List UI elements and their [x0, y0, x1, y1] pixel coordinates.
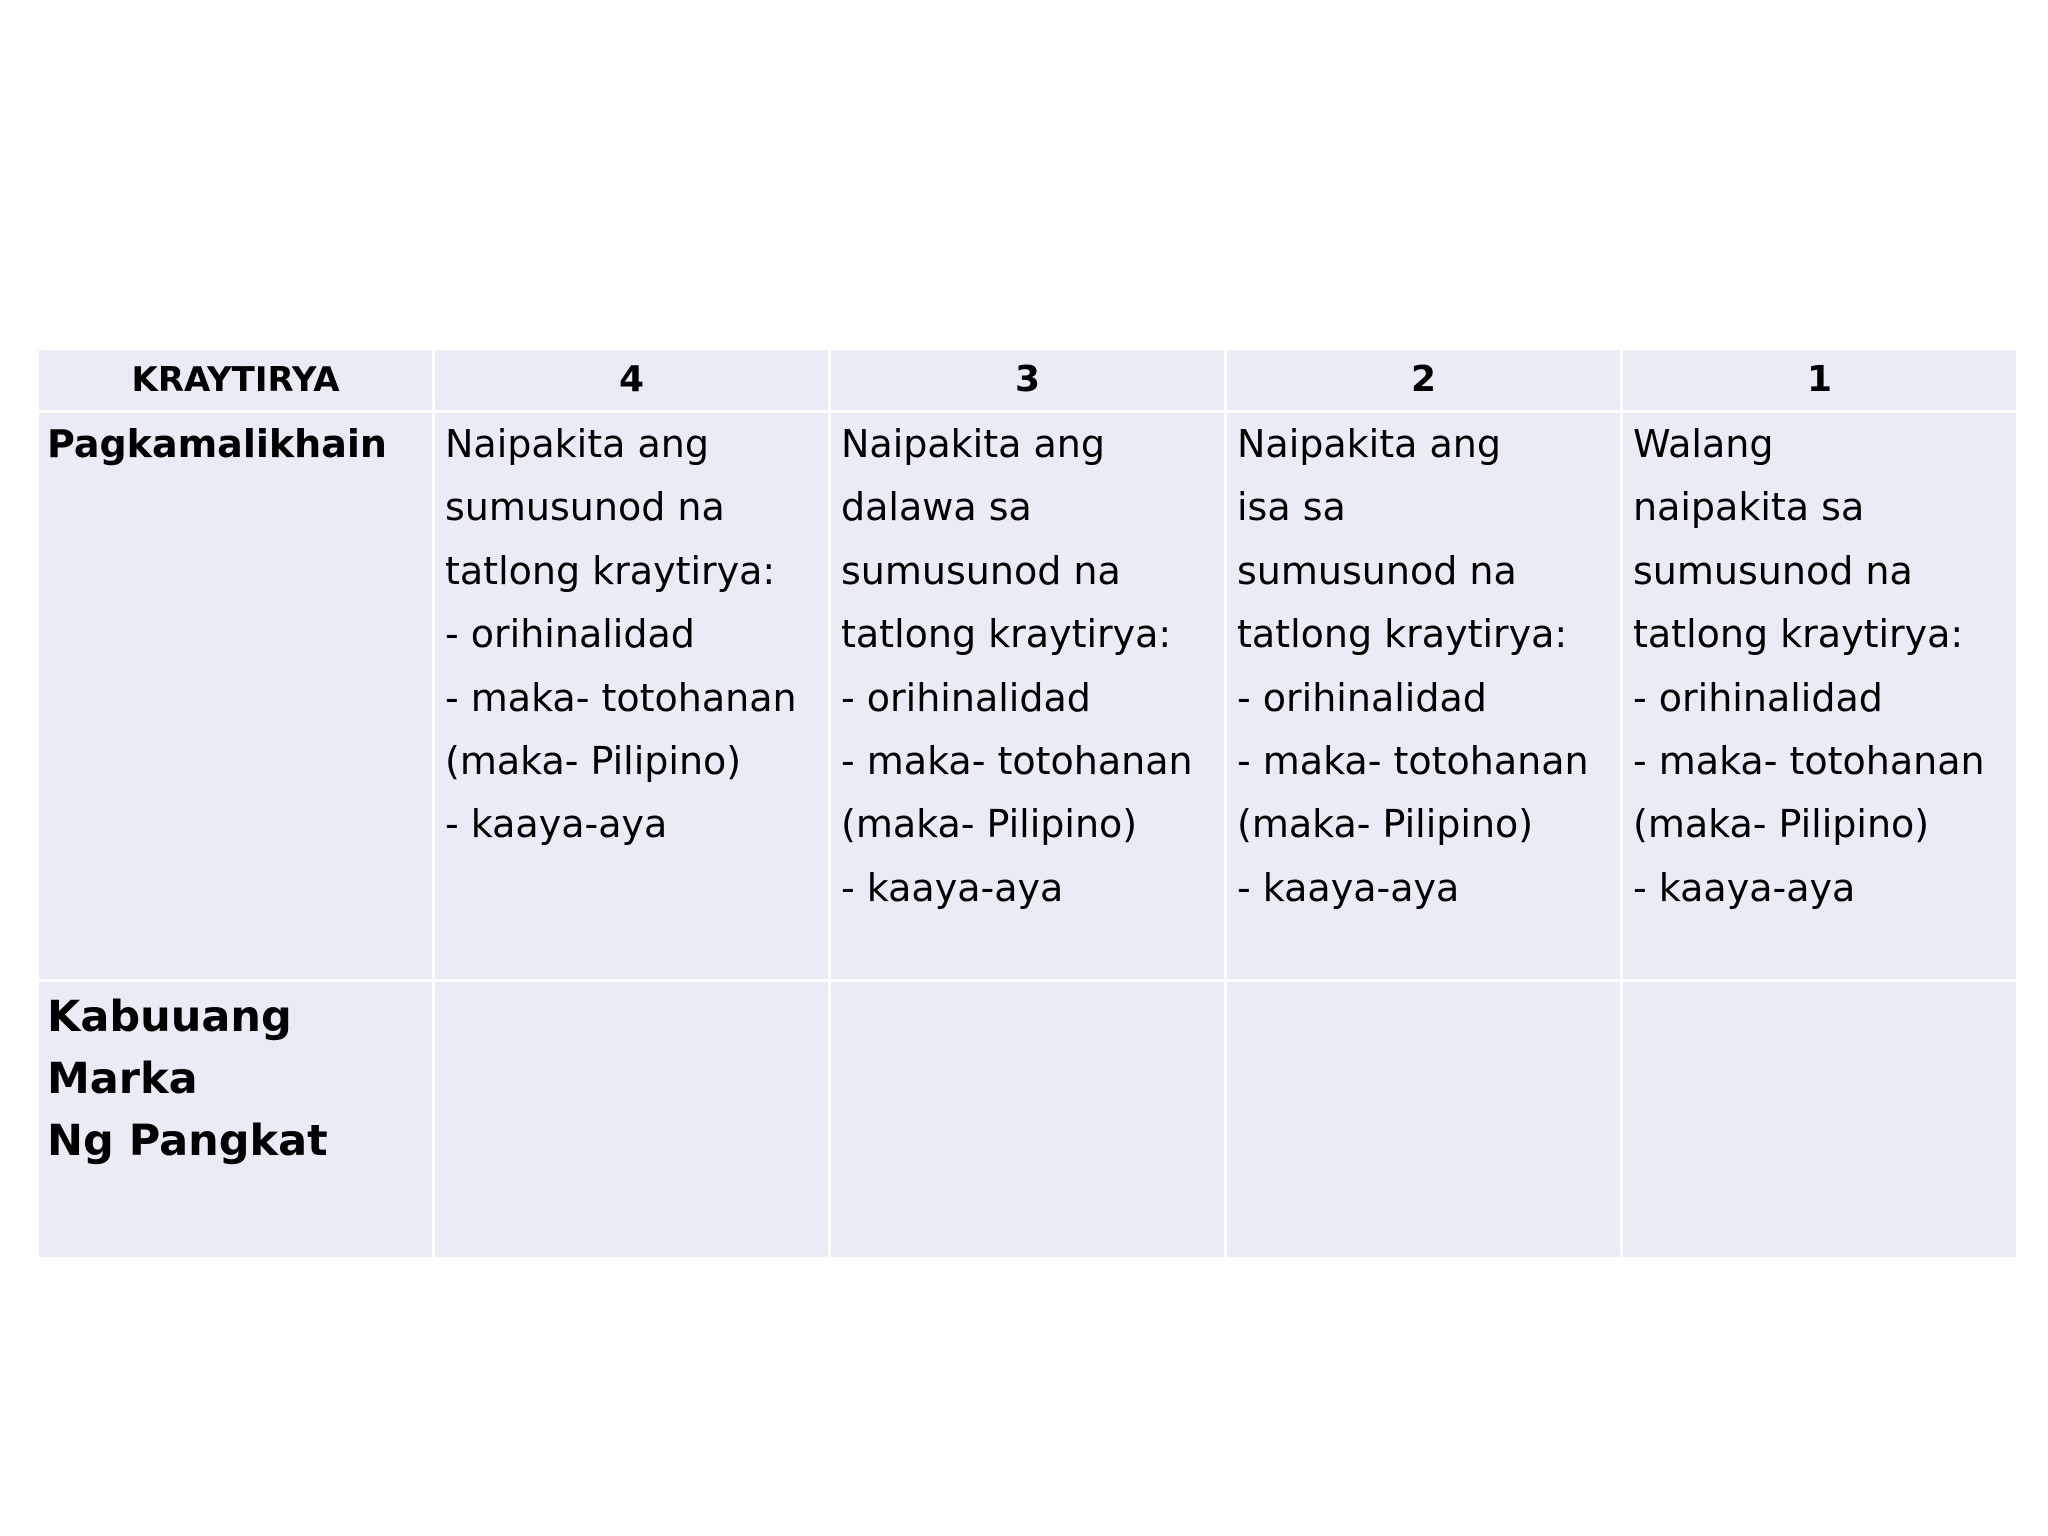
level-4-description: Naipakita ang sumusunod na tatlong kraytirya: - orihinalidad - maka- totohanan (maka- Pilipino) - kaaya-aya: [434, 412, 830, 981]
header-score-1: 1: [1622, 349, 2018, 412]
header-kraytirya: KRAYTIRYA: [38, 349, 434, 412]
header-score-4: 4: [434, 349, 830, 412]
total-cell-4: [434, 981, 830, 1259]
rubric-table: [36, 347, 2019, 1260]
total-label: Kabuuang Marka Ng Pangkat: [38, 981, 434, 1259]
level-2-description: Naipakita ang isa sa sumusunod na tatlong kraytirya: - orihinalidad - maka- totohanan (maka- Pilipino) - kaaya-aya: [1226, 412, 1622, 981]
total-cell-3: [830, 981, 1226, 1259]
total-row: [38, 981, 2018, 1259]
header-score-2: 2: [1226, 349, 1622, 412]
criterion-name: Pagkamalikhain: [38, 412, 434, 981]
criterion-row: [38, 412, 2018, 981]
total-cell-2: [1226, 981, 1622, 1259]
header-score-3: 3: [830, 349, 1226, 412]
header-row: [38, 349, 2018, 412]
total-cell-1: [1622, 981, 2018, 1259]
level-3-description: Naipakita ang dalawa sa sumusunod na tatlong kraytirya: - orihinalidad - maka- totohanan (maka- Pilipino) - kaaya-aya: [830, 412, 1226, 981]
level-1-description: Walang naipakita sa sumusunod na tatlong kraytirya: - orihinalidad - maka- totohanan (maka- Pilipino) - kaaya-aya: [1622, 412, 2018, 981]
